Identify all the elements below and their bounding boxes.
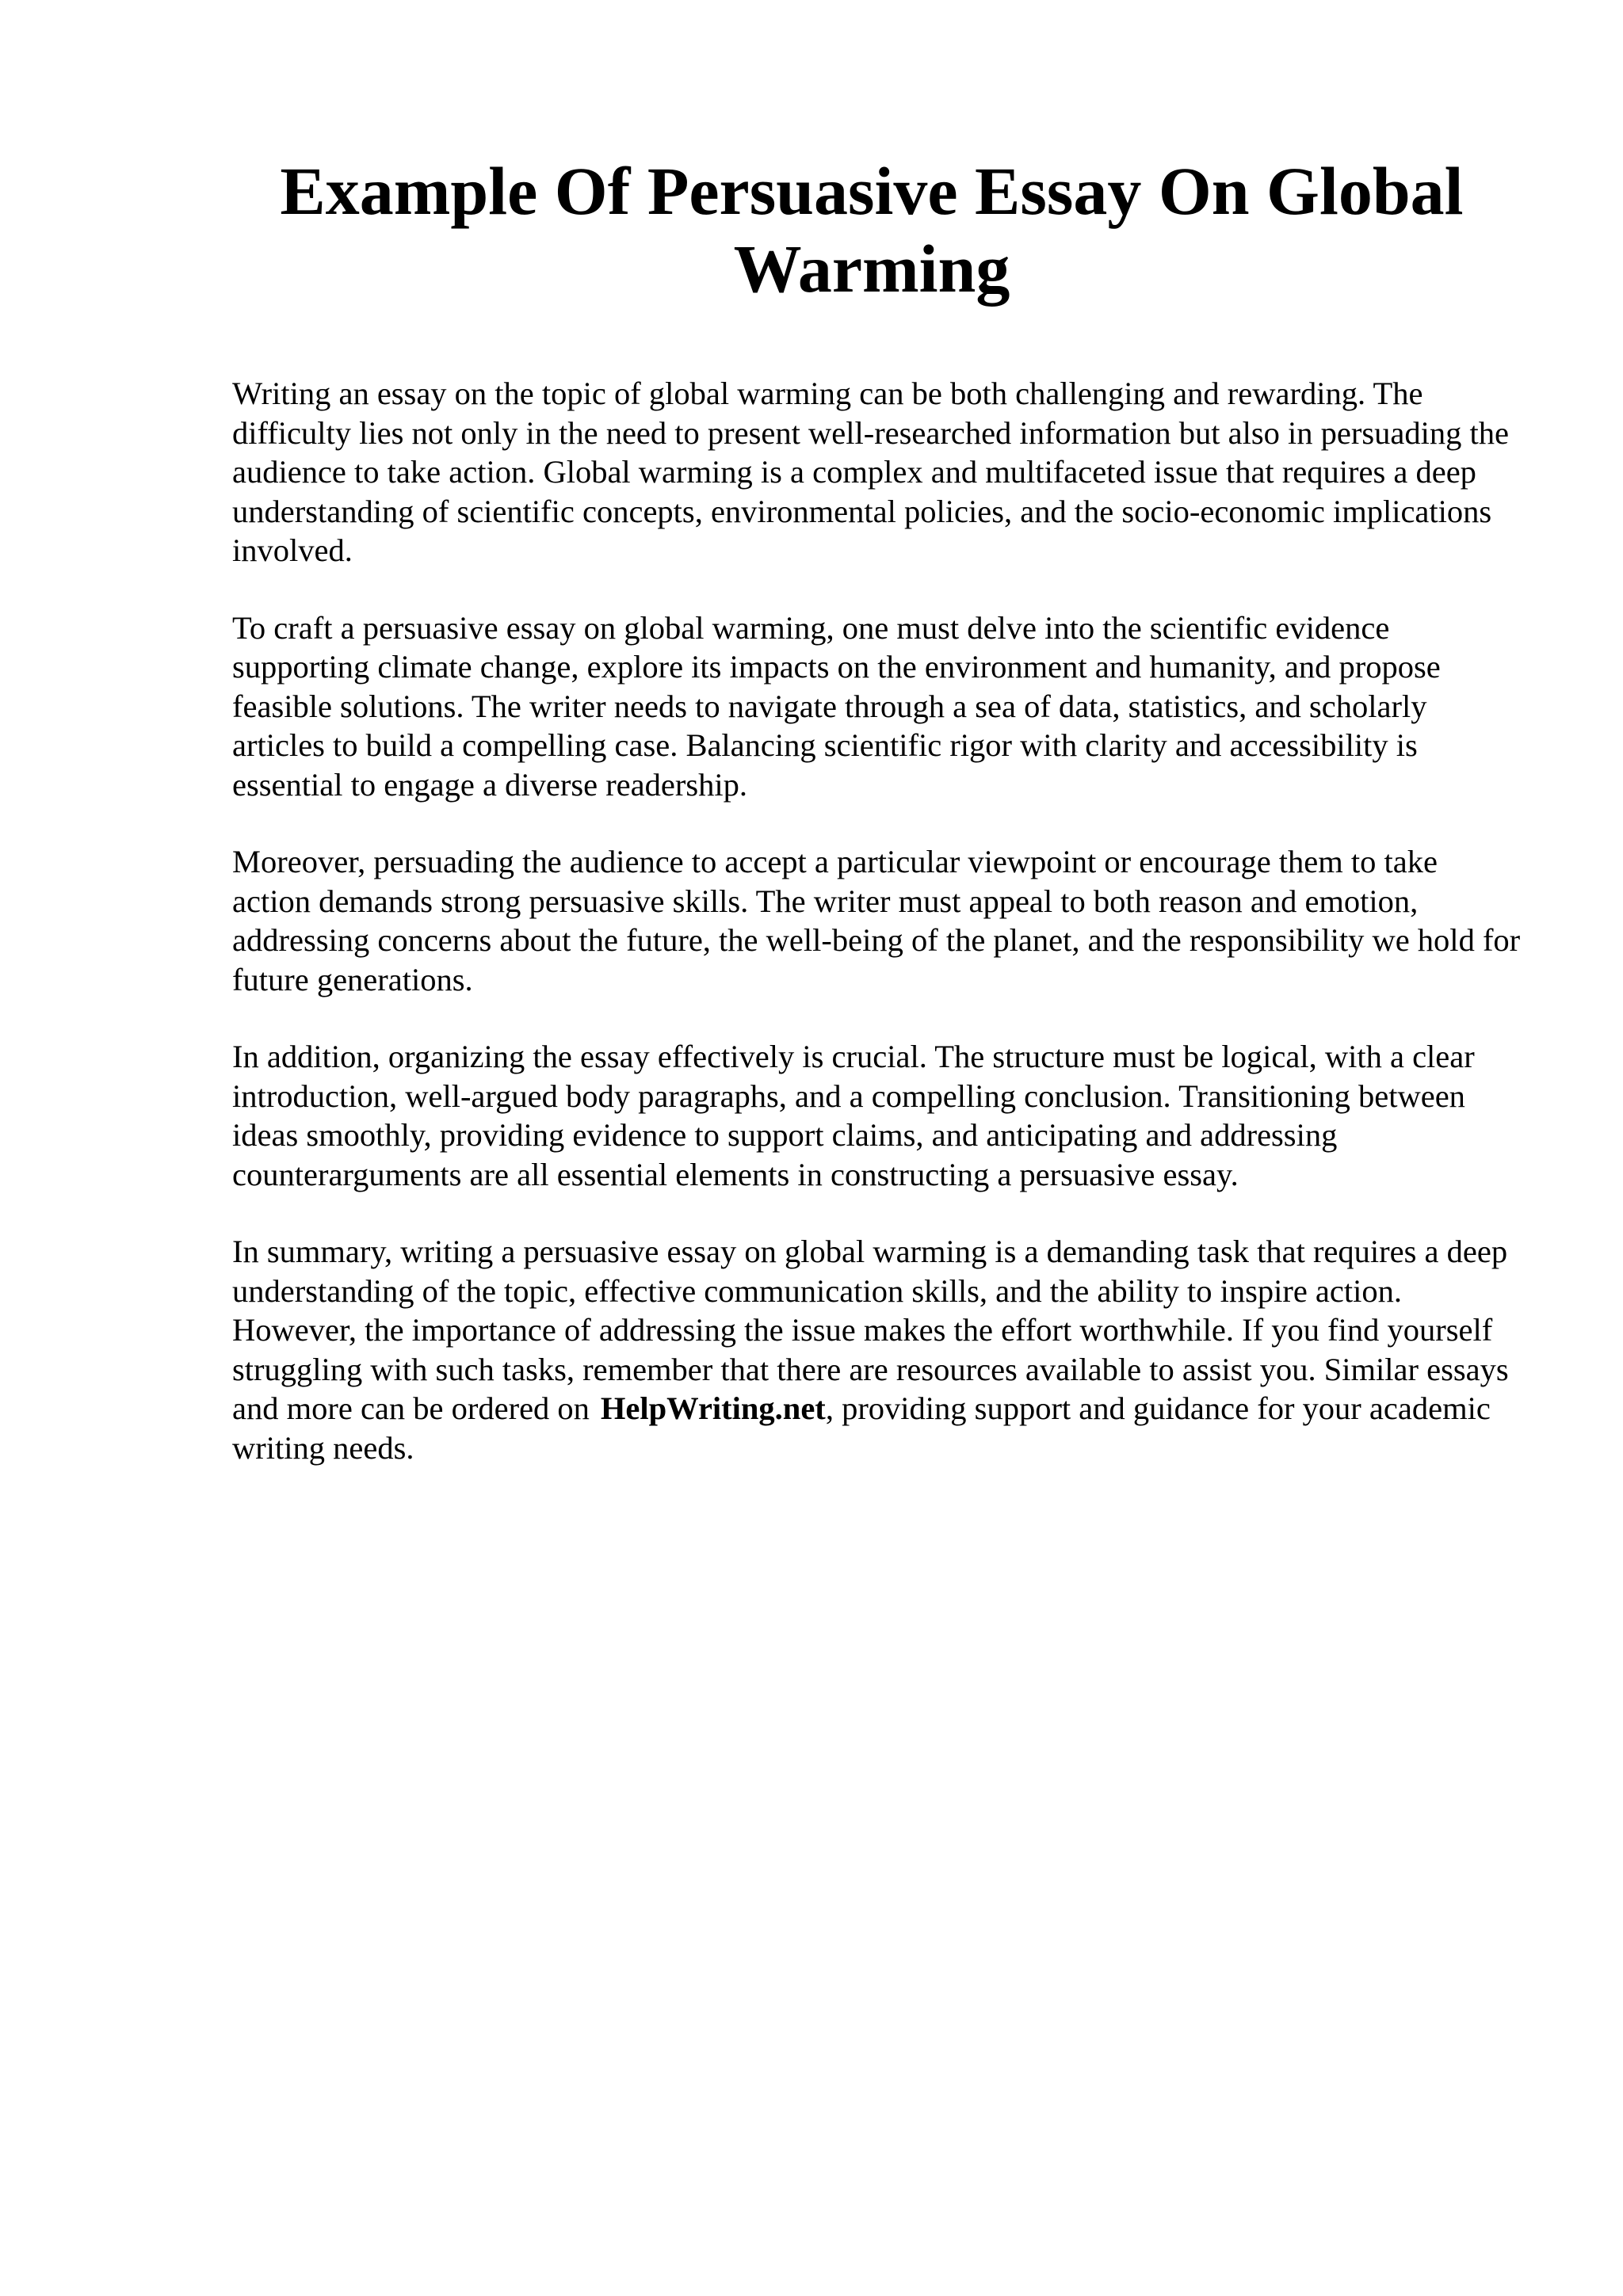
paragraph-intro: Writing an essay on the topic of global warming can be both challenging and rewarding. The difficulty lies not only in the need to present well-researched information but also in persuading the audience to take action. Global warming is a complex and multifaceted issue that requires a deep understanding of scientific concepts, environmental policies, and the socio-economic implications involved. (232, 376, 1509, 568)
paragraph-persuasion: Moreover, persuading the audience to accept a particular viewpoint or encourage them to take action demands strong persuasive skills. The writer must appeal to both reason and emotion, addressing concerns about the future, the well-being of the planet, and the responsibility we hold for future generations. (232, 844, 1521, 997)
summary-text: In summary, writing a persuasive essay on global warming is a demanding task that requires a deep understanding of the topic, effective communication skills, and the ability to inspire action. However, the importance of addressing the issue makes the effort worthwhile. If you find yourself struggling with such tasks, remember that there are resources available to assist you. Similar essays and more can be ordered on (232, 1234, 1509, 1426)
paragraph-crafting: To craft a persuasive essay on global warming, one must delve into the scientific evidence supporting climate change, explore its impacts on the environment and humanity, and propose feasible solutions. The writer needs to navigate through a sea of data, statistics, and scholarly articles to build a compelling case. Balancing scientific rigor with clarity and accessibility is essential to engage a diverse readership. (232, 609, 1441, 803)
document-body (232, 374, 1522, 1505)
summary-closing-text: , providing support and guidance for your academic writing needs. (232, 1390, 1491, 1466)
helpwriting-link[interactable]: HelpWriting.net (600, 1390, 826, 1426)
paragraph-summary (232, 1232, 1522, 1467)
paragraph-organization: In addition, organizing the essay effectively is crucial. The structure must be logical, with a clear introduction, well-argued body paragraphs, and a compelling conclusion. Transitioning between ideas smoothly, providing evidence to support claims, and anticipating and addressing counterarguments are all essential elements in constructing a persuasive essay. (232, 1039, 1475, 1192)
document-title: Example Of Persuasive Essay On Global Warming (280, 153, 1464, 307)
